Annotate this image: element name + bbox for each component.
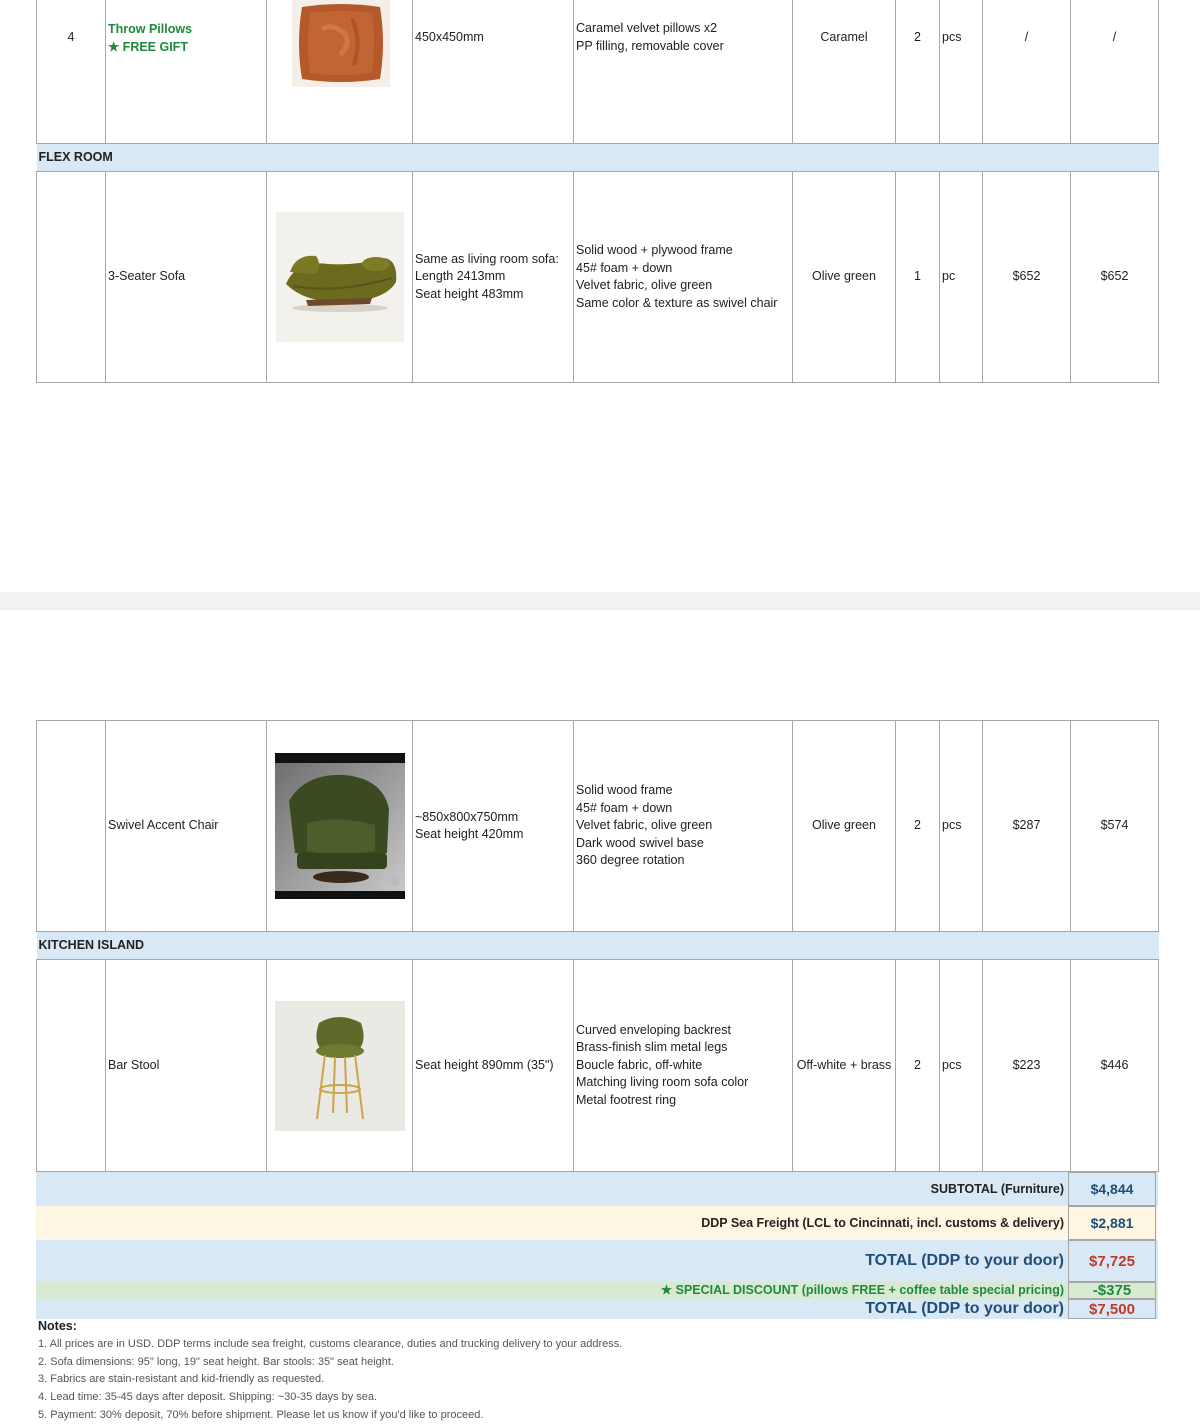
item-unit-price: / [983,0,1071,144]
item-number [37,172,106,383]
bar-stool-image [269,1001,410,1131]
item-color: Caramel [793,0,896,144]
note-item: 5. Payment: 30% deposit, 70% before shipment. Please let us know if you'd like to proceed. [38,1408,484,1421]
item-qty: 2 [896,960,940,1172]
final-total-label: TOTAL (DDP to your door) [865,1300,1064,1317]
item-unit-price: $287 [983,721,1071,932]
item-name: 3-Seater Sofa [106,172,267,383]
item-qty: 2 [896,721,940,932]
item-color: Olive green [793,172,896,383]
item-unit-price: $223 [983,960,1071,1172]
final-total-value: $7,500 [1068,1299,1156,1319]
item-description: Curved enveloping backrest Brass-finish slim metal legs Boucle fabric, off-white Matching living room sofa color Metal footrest ring [574,960,793,1172]
item-description: Solid wood + plywood frame 45# foam + down Velvet fabric, olive green Same color & texture as swivel chair [574,172,793,383]
item-total: $652 [1071,172,1159,383]
page-break-divider [0,592,1200,610]
sofa-image [269,212,410,342]
item-total: / [1071,0,1159,144]
note-item: 4. Lead time: 35-45 days after deposit. Shipping: ~30-35 days by sea. [38,1391,378,1404]
note-item: 3. Fabrics are stain-resistant and kid-friendly as requested. [38,1373,325,1386]
item-unit: pcs [940,960,983,1172]
item-image-cell [267,721,413,932]
item-name: Bar Stool [106,960,267,1172]
quote-table-bottom [36,720,1159,1172]
item-name: Throw Pillows [108,22,193,36]
item-image-cell [267,0,413,144]
table-row [37,960,1159,1172]
section-header-kitchen-island [37,932,1159,960]
table-row [37,0,1159,144]
notes-section [38,1318,622,1425]
free-gift-badge: ★ FREE GIFT [108,39,188,54]
item-unit: pcs [940,721,983,932]
freight-label: DDP Sea Freight (LCL to Cincinnati, incl. customs & delivery) [701,1216,1064,1230]
item-qty: 1 [896,172,940,383]
item-unit: pc [940,172,983,383]
item-dimensions: ~850x800x750mm Seat height 420mm [413,721,574,932]
item-description: Caramel velvet pillows x2 PP filling, removable cover [574,0,793,144]
section-header-flex-room [37,144,1159,172]
discount-value: -$375 [1068,1282,1156,1299]
total-label: TOTAL (DDP to your door) [865,1252,1064,1269]
subtotal-label: SUBTOTAL (Furniture) [930,1182,1064,1196]
item-dimensions: 450x450mm [413,0,574,144]
pillow-image [269,0,410,87]
note-item: 2. Sofa dimensions: 95" long, 19" seat height. Bar stools: 35" seat height. [38,1355,394,1368]
subtotal-value: $4,844 [1068,1172,1156,1206]
item-name: Swivel Accent Chair [106,721,267,932]
freight-value: $2,881 [1068,1206,1156,1240]
table-row [37,172,1159,383]
item-total: $574 [1071,721,1159,932]
section-title: KITCHEN ISLAND [37,932,1159,960]
item-name-cell [106,0,267,144]
notes-title: Notes: [38,1319,77,1333]
item-color: Olive green [793,721,896,932]
table-row [37,721,1159,932]
discount-label: ★ SPECIAL DISCOUNT (pillows FREE + coffee table special pricing) [660,1283,1064,1297]
item-image-cell [267,960,413,1172]
quote-table-top [36,0,1159,383]
item-number [37,960,106,1172]
item-image-cell [267,172,413,383]
item-number [37,721,106,932]
subtotal-row [36,1172,1158,1206]
final-total-row [36,1299,1158,1319]
item-number: 4 [37,0,106,144]
item-qty: 2 [896,0,940,144]
item-total: $446 [1071,960,1159,1172]
total-row [36,1240,1158,1282]
discount-row [36,1282,1158,1299]
item-description: Solid wood frame 45# foam + down Velvet fabric, olive green Dark wood swivel base 360 degree rotation [574,721,793,932]
item-dimensions: Same as living room sofa: Length 2413mm Seat height 483mm [413,172,574,383]
item-color: Off-white + brass [793,960,896,1172]
swivel-chair-image [269,753,410,899]
total-value: $7,725 [1068,1240,1156,1282]
note-item: 1. All prices are in USD. DDP terms include sea freight, customs clearance, duties and trucking delivery to your address. [38,1337,623,1350]
item-unit: pcs [940,0,983,144]
section-title: FLEX ROOM [37,144,1159,172]
freight-row [36,1206,1158,1240]
item-dimensions: Seat height 890mm (35") [413,960,574,1172]
item-unit-price: $652 [983,172,1071,383]
